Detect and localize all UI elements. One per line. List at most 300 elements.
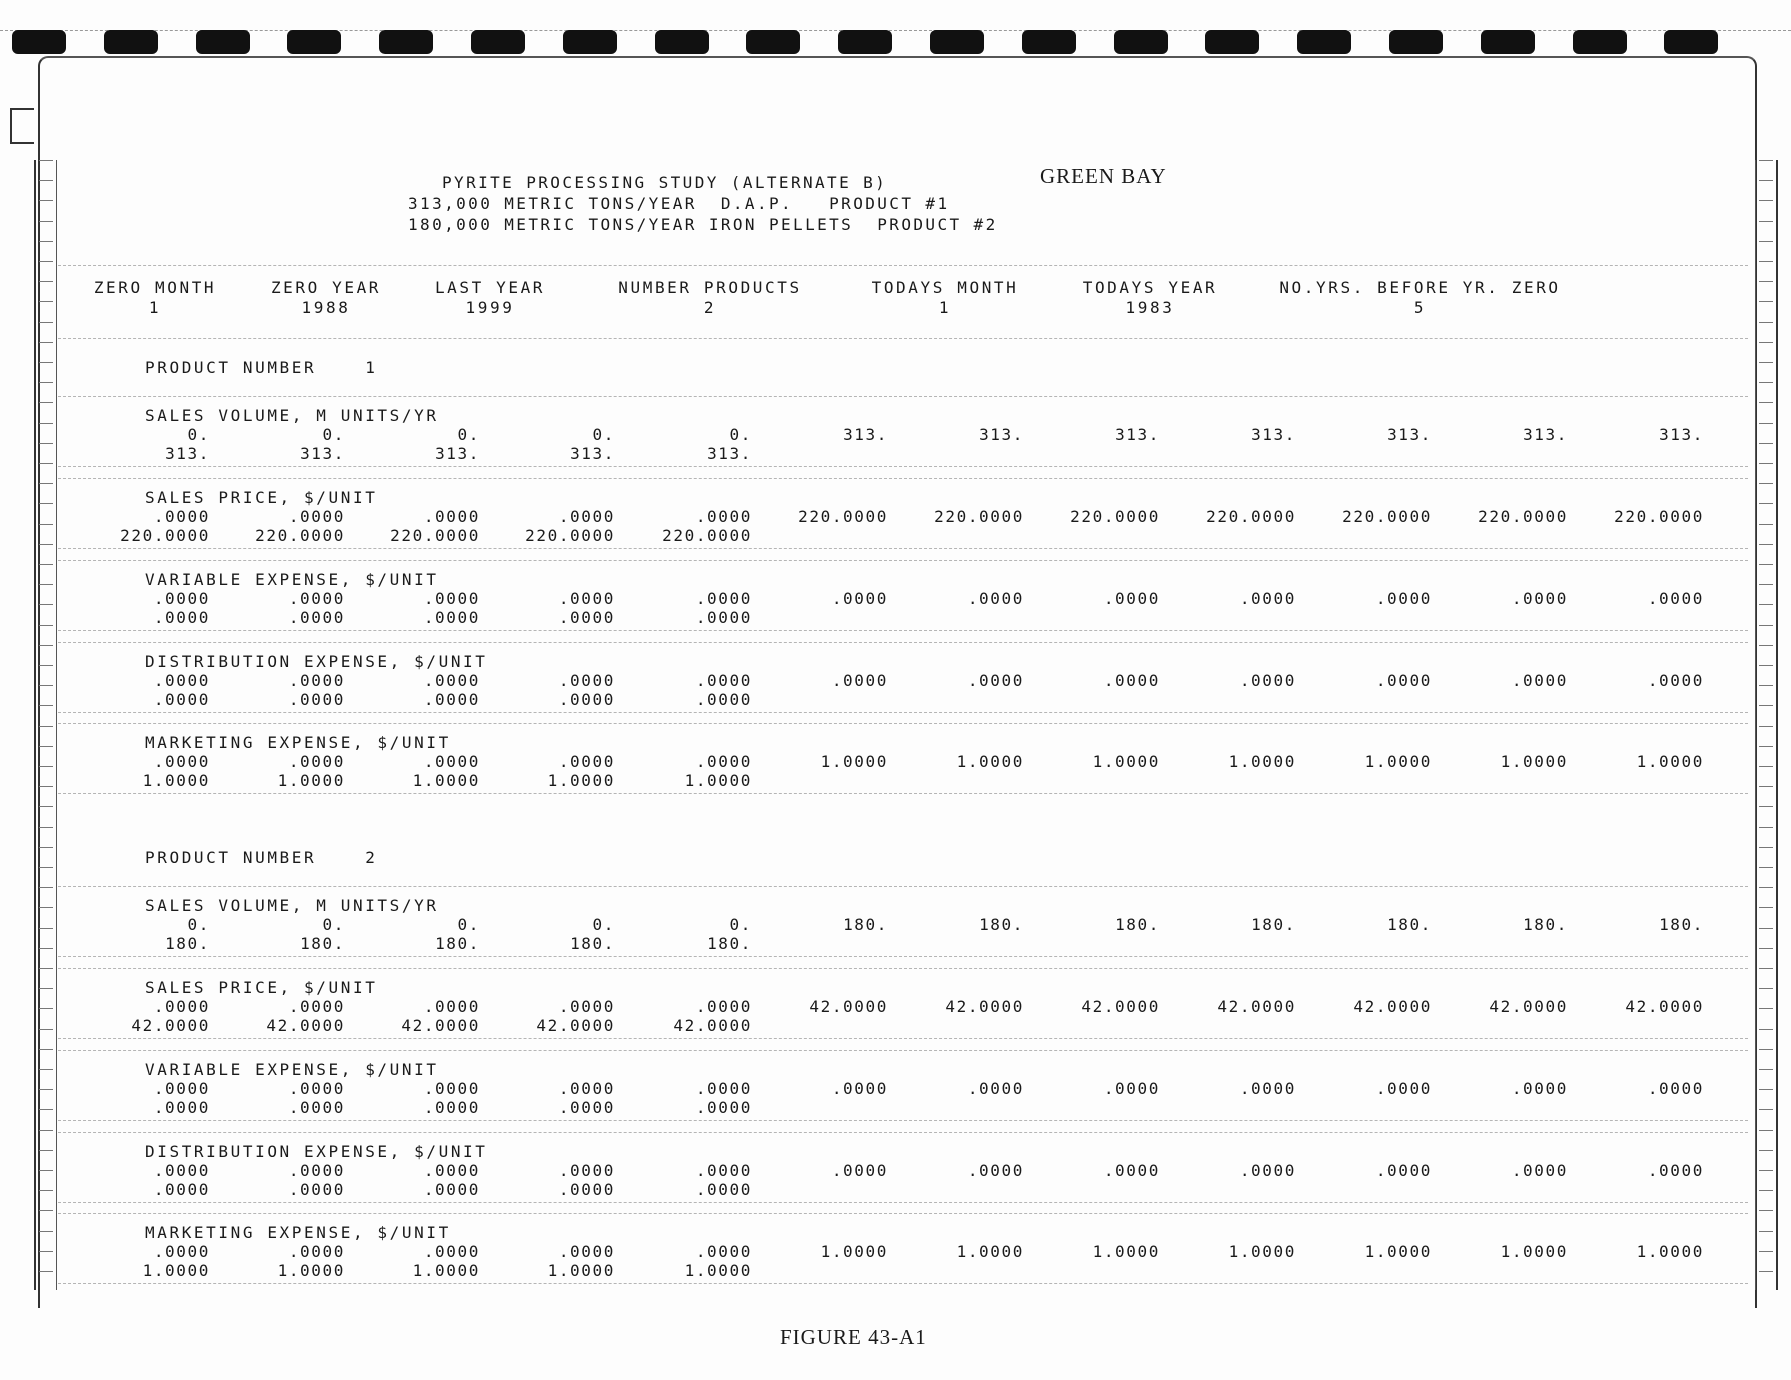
value-cell: 220.0000 (525, 526, 615, 545)
rail-tick (1759, 806, 1773, 807)
perforation-hole (930, 30, 984, 54)
rule-line (58, 466, 1748, 467)
value-cell: 42.0000 (1489, 997, 1568, 1016)
rail-tick (39, 301, 53, 302)
value-cell: 42.0000 (1081, 997, 1160, 1016)
value-cell: 313. (300, 444, 345, 463)
rail-tick (1759, 423, 1773, 424)
value-cell: 42.0000 (945, 997, 1024, 1016)
rail-tick (1759, 1069, 1773, 1070)
value-cell: .0000 (423, 752, 480, 771)
section-title: SALES VOLUME, M UNITS/YR (145, 406, 439, 425)
value-cell: .0000 (288, 671, 345, 690)
rail-tick (39, 382, 53, 383)
rail-tick (39, 1190, 53, 1191)
margin-bracket (10, 108, 34, 144)
value-cell: 313. (570, 444, 615, 463)
product-heading: PRODUCT NUMBER 2 (145, 848, 378, 867)
rail-tick (1759, 584, 1773, 585)
value-cell: .0000 (423, 671, 480, 690)
value-cell: 0. (322, 915, 345, 934)
rail-tick (39, 625, 53, 626)
rule-line (58, 338, 1748, 339)
rail-tick (1759, 1049, 1773, 1050)
rail-tick (39, 1251, 53, 1252)
value-cell: .0000 (423, 1079, 480, 1098)
rail-tick (39, 988, 53, 989)
value-cell: .0000 (1239, 589, 1296, 608)
value-cell: 180. (979, 915, 1024, 934)
value-cell: 220.0000 (1478, 507, 1568, 526)
parameter-label: NO.YRS. BEFORE YR. ZERO (1279, 278, 1561, 297)
value-cell: .0000 (1375, 1079, 1432, 1098)
perforation-hole (838, 30, 892, 54)
value-cell: 180. (843, 915, 888, 934)
value-cell: 313. (707, 444, 752, 463)
rule-line (58, 886, 1748, 887)
parameter-value: 2 (703, 298, 717, 317)
value-cell: 180. (1523, 915, 1568, 934)
rule-line (58, 1038, 1748, 1039)
rail-tick (1759, 301, 1773, 302)
value-cell: .0000 (1511, 1079, 1568, 1098)
rule-line (58, 560, 1748, 561)
rail-tick (1759, 786, 1773, 787)
value-cell: .0000 (558, 507, 615, 526)
rail-tick (1759, 827, 1773, 828)
value-cell: 0. (457, 915, 480, 934)
value-cell: 42.0000 (131, 1016, 210, 1035)
perforation-hole (1297, 30, 1351, 54)
value-cell: .0000 (831, 589, 888, 608)
rail-tick (39, 1089, 53, 1090)
location-label: GREEN BAY (1040, 164, 1167, 188)
rail-tick (1759, 241, 1773, 242)
rail-tick (39, 261, 53, 262)
value-cell: 220.0000 (798, 507, 888, 526)
value-cell: .0000 (423, 1161, 480, 1180)
rail-tick (39, 867, 53, 868)
rail-tick (1759, 1089, 1773, 1090)
value-cell: .0000 (423, 608, 480, 627)
rail-tick (1759, 625, 1773, 626)
rule-line (58, 712, 1748, 713)
value-cell: 313. (1387, 425, 1432, 444)
value-cell: .0000 (831, 1161, 888, 1180)
parameter-value: 5 (1413, 298, 1427, 317)
rail-tick (39, 685, 53, 686)
rail-tick (39, 584, 53, 585)
value-cell: 42.0000 (673, 1016, 752, 1035)
value-cell: 0. (187, 915, 210, 934)
value-cell: .0000 (153, 589, 210, 608)
value-cell: 220.0000 (662, 526, 752, 545)
value-cell: 1.0000 (547, 1261, 615, 1280)
parameter-label: NUMBER PRODUCTS (618, 278, 802, 297)
value-cell: 220.0000 (1614, 507, 1704, 526)
value-cell: .0000 (1239, 671, 1296, 690)
perforation-hole (1389, 30, 1443, 54)
rail-tick (39, 281, 53, 282)
rule-line (58, 956, 1748, 957)
rail-tick (1759, 867, 1773, 868)
parameter-label: TODAYS YEAR (1082, 278, 1218, 297)
rail-tick (1759, 766, 1773, 767)
value-cell: .0000 (695, 589, 752, 608)
rail-tick (1759, 705, 1773, 706)
value-cell: 180. (435, 934, 480, 953)
value-cell: 1.0000 (412, 1261, 480, 1280)
rail-tick (1759, 483, 1773, 484)
value-cell: .0000 (831, 671, 888, 690)
value-cell: 1.0000 (1364, 752, 1432, 771)
value-cell: .0000 (153, 507, 210, 526)
value-cell: .0000 (153, 671, 210, 690)
rail-tick (39, 665, 53, 666)
value-cell: .0000 (153, 1242, 210, 1261)
rail-tick (39, 1271, 53, 1272)
value-cell: .0000 (695, 507, 752, 526)
rule-line (58, 1202, 1748, 1203)
value-cell: 1.0000 (1092, 1242, 1160, 1261)
rail-tick (39, 806, 53, 807)
title-line-2: 313,000 METRIC TONS/YEAR D.A.P. PRODUCT #1 (408, 194, 950, 213)
rail-tick (39, 342, 53, 343)
value-cell: .0000 (695, 1161, 752, 1180)
rail-tick (39, 705, 53, 706)
section-title: MARKETING EXPENSE, $/UNIT (145, 1223, 451, 1242)
value-cell: 180. (707, 934, 752, 953)
rail-tick (39, 322, 53, 323)
value-cell: 1.0000 (956, 752, 1024, 771)
rail-tick (1759, 1150, 1773, 1151)
perforation-hole (1664, 30, 1718, 54)
rail-tick (1759, 382, 1773, 383)
value-cell: 220.0000 (390, 526, 480, 545)
rail-tick (39, 241, 53, 242)
value-cell: 0. (729, 425, 752, 444)
value-cell: 1.0000 (142, 771, 210, 790)
section-title: MARKETING EXPENSE, $/UNIT (145, 733, 451, 752)
value-cell: .0000 (153, 1079, 210, 1098)
value-cell: 313. (979, 425, 1024, 444)
value-cell: .0000 (288, 589, 345, 608)
section-title: DISTRIBUTION EXPENSE, $/UNIT (145, 1142, 488, 1161)
rail-tick (1759, 604, 1773, 605)
value-cell: .0000 (288, 1098, 345, 1117)
value-cell: 1.0000 (684, 1261, 752, 1280)
value-cell: 313. (1251, 425, 1296, 444)
rail-tick (1759, 463, 1773, 464)
right-line-rail (1755, 160, 1778, 1290)
value-cell: .0000 (967, 671, 1024, 690)
value-cell: 42.0000 (536, 1016, 615, 1035)
value-cell: 42.0000 (1217, 997, 1296, 1016)
rail-tick (39, 564, 53, 565)
section-title: SALES PRICE, $/UNIT (145, 488, 378, 507)
rail-tick (39, 503, 53, 504)
value-cell: .0000 (288, 1161, 345, 1180)
perforation-hole (1114, 30, 1168, 54)
rail-tick (1759, 180, 1773, 181)
value-cell: .0000 (423, 690, 480, 709)
value-cell: 1.0000 (547, 771, 615, 790)
rail-tick (39, 1109, 53, 1110)
rule-line (58, 478, 1748, 479)
rail-tick (1759, 887, 1773, 888)
value-cell: 0. (322, 425, 345, 444)
value-cell: .0000 (423, 1098, 480, 1117)
rule-line (58, 265, 1748, 266)
value-cell: 1.0000 (820, 1242, 888, 1261)
value-cell: 1.0000 (1228, 752, 1296, 771)
value-cell: .0000 (967, 1161, 1024, 1180)
value-cell: .0000 (1375, 589, 1432, 608)
rail-tick (39, 604, 53, 605)
value-cell: .0000 (153, 997, 210, 1016)
value-cell: 180. (570, 934, 615, 953)
value-cell: .0000 (558, 690, 615, 709)
rail-tick (39, 726, 53, 727)
value-cell: .0000 (1511, 1161, 1568, 1180)
value-cell: .0000 (1103, 1079, 1160, 1098)
perforation-hole (1205, 30, 1259, 54)
parameter-label: LAST YEAR (434, 278, 546, 297)
value-cell: .0000 (1239, 1079, 1296, 1098)
rail-tick (39, 443, 53, 444)
rule-line (58, 548, 1748, 549)
rule-line (58, 396, 1748, 397)
value-cell: 42.0000 (401, 1016, 480, 1035)
value-cell: .0000 (1103, 671, 1160, 690)
section-title: SALES PRICE, $/UNIT (145, 978, 378, 997)
rail-tick (39, 221, 53, 222)
value-cell: 42.0000 (809, 997, 888, 1016)
rail-tick (39, 1069, 53, 1070)
rail-tick (1759, 907, 1773, 908)
perforation-hole (1481, 30, 1535, 54)
value-cell: .0000 (288, 1079, 345, 1098)
perforation-hole (379, 30, 433, 54)
value-cell: .0000 (153, 1161, 210, 1180)
rule-line (58, 1050, 1748, 1051)
value-cell: .0000 (695, 1242, 752, 1261)
rail-tick (1759, 160, 1773, 161)
value-cell: .0000 (1647, 671, 1704, 690)
rail-tick (39, 847, 53, 848)
value-cell: 313. (165, 444, 210, 463)
value-cell: 313. (843, 425, 888, 444)
rail-tick (39, 180, 53, 181)
rail-tick (1759, 726, 1773, 727)
rail-tick (1759, 200, 1773, 201)
perforation-hole (12, 30, 66, 54)
rail-tick (39, 544, 53, 545)
value-cell: .0000 (288, 690, 345, 709)
rail-tick (39, 1231, 53, 1232)
perforation-hole (655, 30, 709, 54)
value-cell: .0000 (1103, 1161, 1160, 1180)
value-cell: 1.0000 (277, 771, 345, 790)
parameter-value: 1988 (301, 298, 351, 317)
rule-line (58, 630, 1748, 631)
value-cell: .0000 (153, 1098, 210, 1117)
rule-line (58, 968, 1748, 969)
parameter-value: 1 (938, 298, 952, 317)
rail-tick (1759, 221, 1773, 222)
rail-tick (39, 746, 53, 747)
value-cell: .0000 (423, 1180, 480, 1199)
value-cell: .0000 (288, 1242, 345, 1261)
section-title: VARIABLE EXPENSE, $/UNIT (145, 570, 439, 589)
section-title: VARIABLE EXPENSE, $/UNIT (145, 1060, 439, 1079)
section-title: DISTRIBUTION EXPENSE, $/UNIT (145, 652, 488, 671)
section-title: SALES VOLUME, M UNITS/YR (145, 896, 439, 915)
value-cell: .0000 (695, 1098, 752, 1117)
rail-tick (1759, 665, 1773, 666)
value-cell: .0000 (967, 589, 1024, 608)
value-cell: .0000 (153, 690, 210, 709)
value-cell: .0000 (1647, 589, 1704, 608)
parameter-value: 1 (148, 298, 162, 317)
value-cell: 1.0000 (1092, 752, 1160, 771)
perforation-hole (746, 30, 800, 54)
parameter-value: 1983 (1125, 298, 1175, 317)
value-cell: 0. (187, 425, 210, 444)
value-cell: 220.0000 (1070, 507, 1160, 526)
value-cell: .0000 (695, 1180, 752, 1199)
perforation-hole (1573, 30, 1627, 54)
rail-tick (1759, 503, 1773, 504)
rail-tick (39, 524, 53, 525)
title-line-3: 180,000 METRIC TONS/YEAR IRON PELLETS PRODUCT #2 (408, 215, 998, 234)
value-cell: 1.0000 (142, 1261, 210, 1280)
rail-tick (1759, 281, 1773, 282)
rail-tick (1759, 1029, 1773, 1030)
rail-tick (39, 200, 53, 201)
value-cell: .0000 (558, 1180, 615, 1199)
perforation-hole (471, 30, 525, 54)
value-cell: 180. (1251, 915, 1296, 934)
product-heading: PRODUCT NUMBER 1 (145, 358, 378, 377)
rail-tick (1759, 1190, 1773, 1191)
value-cell: .0000 (558, 1098, 615, 1117)
rail-tick (1759, 1170, 1773, 1171)
rail-tick (1759, 968, 1773, 969)
value-cell: .0000 (695, 671, 752, 690)
value-cell: .0000 (695, 690, 752, 709)
rail-tick (1759, 322, 1773, 323)
rule-line (58, 793, 1748, 794)
value-cell: 180. (165, 934, 210, 953)
value-cell: 1.0000 (1636, 1242, 1704, 1261)
rail-tick (39, 1029, 53, 1030)
value-cell: 313. (1659, 425, 1704, 444)
rail-tick (39, 1049, 53, 1050)
value-cell: 1.0000 (1228, 1242, 1296, 1261)
value-cell: .0000 (1647, 1161, 1704, 1180)
rail-tick (39, 362, 53, 363)
rail-tick (1759, 1109, 1773, 1110)
rail-tick (39, 463, 53, 464)
value-cell: 180. (1659, 915, 1704, 934)
value-cell: .0000 (288, 608, 345, 627)
rail-tick (1759, 362, 1773, 363)
value-cell: .0000 (967, 1079, 1024, 1098)
perforation-hole (196, 30, 250, 54)
rail-tick (1759, 402, 1773, 403)
value-cell: .0000 (153, 752, 210, 771)
rail-tick (1759, 847, 1773, 848)
rail-tick (39, 645, 53, 646)
rail-tick (1759, 261, 1773, 262)
value-cell: .0000 (1511, 671, 1568, 690)
value-cell: 0. (592, 915, 615, 934)
parameter-value: 1999 (465, 298, 515, 317)
value-cell: 313. (435, 444, 480, 463)
rail-tick (1759, 685, 1773, 686)
rail-tick (39, 423, 53, 424)
rule-line (58, 1132, 1748, 1133)
rule-line (58, 723, 1748, 724)
rail-tick (39, 887, 53, 888)
parameter-label: ZERO MONTH (93, 278, 217, 297)
value-cell: 1.0000 (820, 752, 888, 771)
rail-tick (1759, 1251, 1773, 1252)
figure-caption: FIGURE 43-A1 (780, 1325, 927, 1349)
value-cell: 180. (1387, 915, 1432, 934)
value-cell: .0000 (558, 752, 615, 771)
value-cell: .0000 (695, 1079, 752, 1098)
value-cell: .0000 (695, 608, 752, 627)
rail-tick (1759, 342, 1773, 343)
rail-tick (39, 1008, 53, 1009)
value-cell: .0000 (423, 589, 480, 608)
rail-tick (1759, 948, 1773, 949)
value-cell: 220.0000 (1342, 507, 1432, 526)
value-cell: 1.0000 (1364, 1242, 1432, 1261)
rail-tick (39, 483, 53, 484)
rail-tick (1759, 1130, 1773, 1131)
rail-tick (1759, 1231, 1773, 1232)
value-cell: .0000 (1647, 1079, 1704, 1098)
value-cell: .0000 (288, 507, 345, 526)
rail-tick (39, 1150, 53, 1151)
value-cell: .0000 (1511, 589, 1568, 608)
value-cell: 42.0000 (1625, 997, 1704, 1016)
value-cell: 1.0000 (277, 1261, 345, 1280)
left-line-rail (34, 160, 57, 1290)
value-cell: 313. (1115, 425, 1160, 444)
value-cell: 1.0000 (1636, 752, 1704, 771)
value-cell: .0000 (1375, 1161, 1432, 1180)
value-cell: .0000 (558, 1161, 615, 1180)
rail-tick (39, 907, 53, 908)
value-cell: .0000 (558, 589, 615, 608)
value-cell: .0000 (558, 997, 615, 1016)
value-cell: .0000 (695, 997, 752, 1016)
value-cell: 0. (592, 425, 615, 444)
rail-tick (39, 160, 53, 161)
value-cell: .0000 (1239, 1161, 1296, 1180)
value-cell: 313. (1523, 425, 1568, 444)
value-cell: .0000 (558, 1079, 615, 1098)
value-cell: .0000 (288, 752, 345, 771)
rule-line (58, 642, 1748, 643)
value-cell: .0000 (558, 1242, 615, 1261)
rule-line (58, 1283, 1748, 1284)
value-cell: .0000 (558, 608, 615, 627)
